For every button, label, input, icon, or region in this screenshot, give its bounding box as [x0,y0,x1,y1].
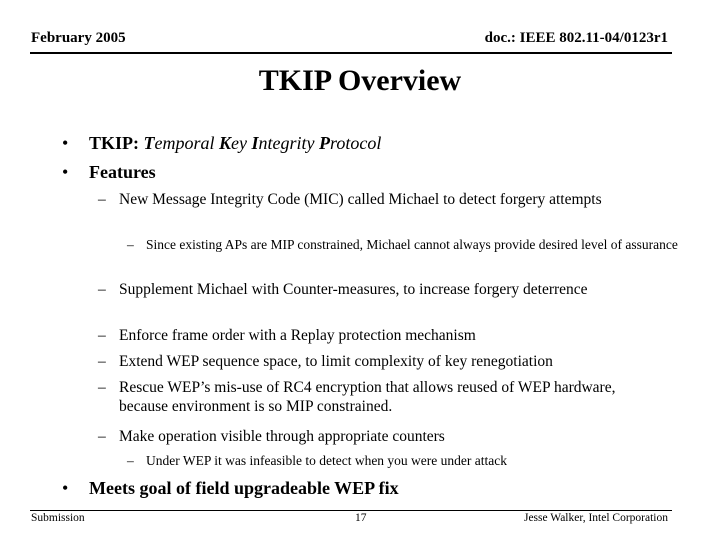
sub-item-text: Supplement Michael with Counter-measures, to increase forgery deterrence [119,281,588,298]
dash-icon: – [98,353,106,370]
word-rest: rotocol [330,133,382,153]
slide-title: TKIP Overview [258,64,462,97]
initial-p: P [319,133,331,153]
footer-rule [30,510,672,511]
sub-item-text: New Message Integrity Code (MIC) called Michael to detect forgery attempts [119,191,602,208]
sub-item-replay [98,326,679,345]
dash-icon: – [98,379,106,396]
dash-icon: – [98,281,106,298]
dash-icon: – [127,237,134,252]
sub-item-text: Enforce frame order with a Replay protection mechanism [119,327,476,344]
sub-item-countermeasures [98,280,599,299]
sub-item-rc4 [98,378,634,416]
footer-submission: Submission [31,512,85,524]
sub-sub-item-text: Under WEP it was infeasible to detect when you were under attack [146,453,507,468]
sub-item-mic [98,190,619,209]
sub-item-text: Rescue WEP’s mis-use of RC4 encryption that allows reused of WEP hardware, because environment is so MIP constrained. [119,379,616,415]
word-rest: ntegrity [258,133,320,153]
initial-t: T [143,133,155,153]
sub-sub-item-attack [127,452,686,469]
tkip-prefix: TKIP: [89,133,144,153]
header-date: February 2005 [31,30,126,46]
dash-icon: – [98,327,106,344]
dash-icon: – [98,191,106,208]
sub-sub-item-text: Since existing APs are MIP constrained, Michael cannot always provide desired level of assurance [146,237,678,252]
header-doc-id: doc.: IEEE 802.11-04/0123r1 [484,30,668,46]
word-rest: ey [231,133,252,153]
initial-i: I [251,133,259,153]
sub-item-counters [98,427,679,446]
sub-item-text: Make operation visible through appropriate counters [119,428,445,445]
initial-k: K [219,133,232,153]
sub-sub-item-mip [127,236,691,253]
bullet-text: Meets goal of field upgradeable WEP fix [89,478,399,498]
bullet-icon: • [62,478,69,498]
footer-author: Jesse Walker, Intel Corporation [523,512,668,524]
bullet-icon: • [62,162,69,182]
bullet-icon: • [62,133,69,153]
bullet-text: Features [89,162,156,182]
dash-icon: – [127,453,134,468]
sub-item-text: Extend WEP sequence space, to limit complexity of key renegotiation [119,353,553,370]
header-rule [30,52,672,54]
footer-page-number: 17 [355,512,367,524]
bullet-text [89,132,381,154]
dash-icon: – [98,428,106,445]
sub-item-sequence [98,352,679,371]
word-rest: emporal [154,133,220,153]
